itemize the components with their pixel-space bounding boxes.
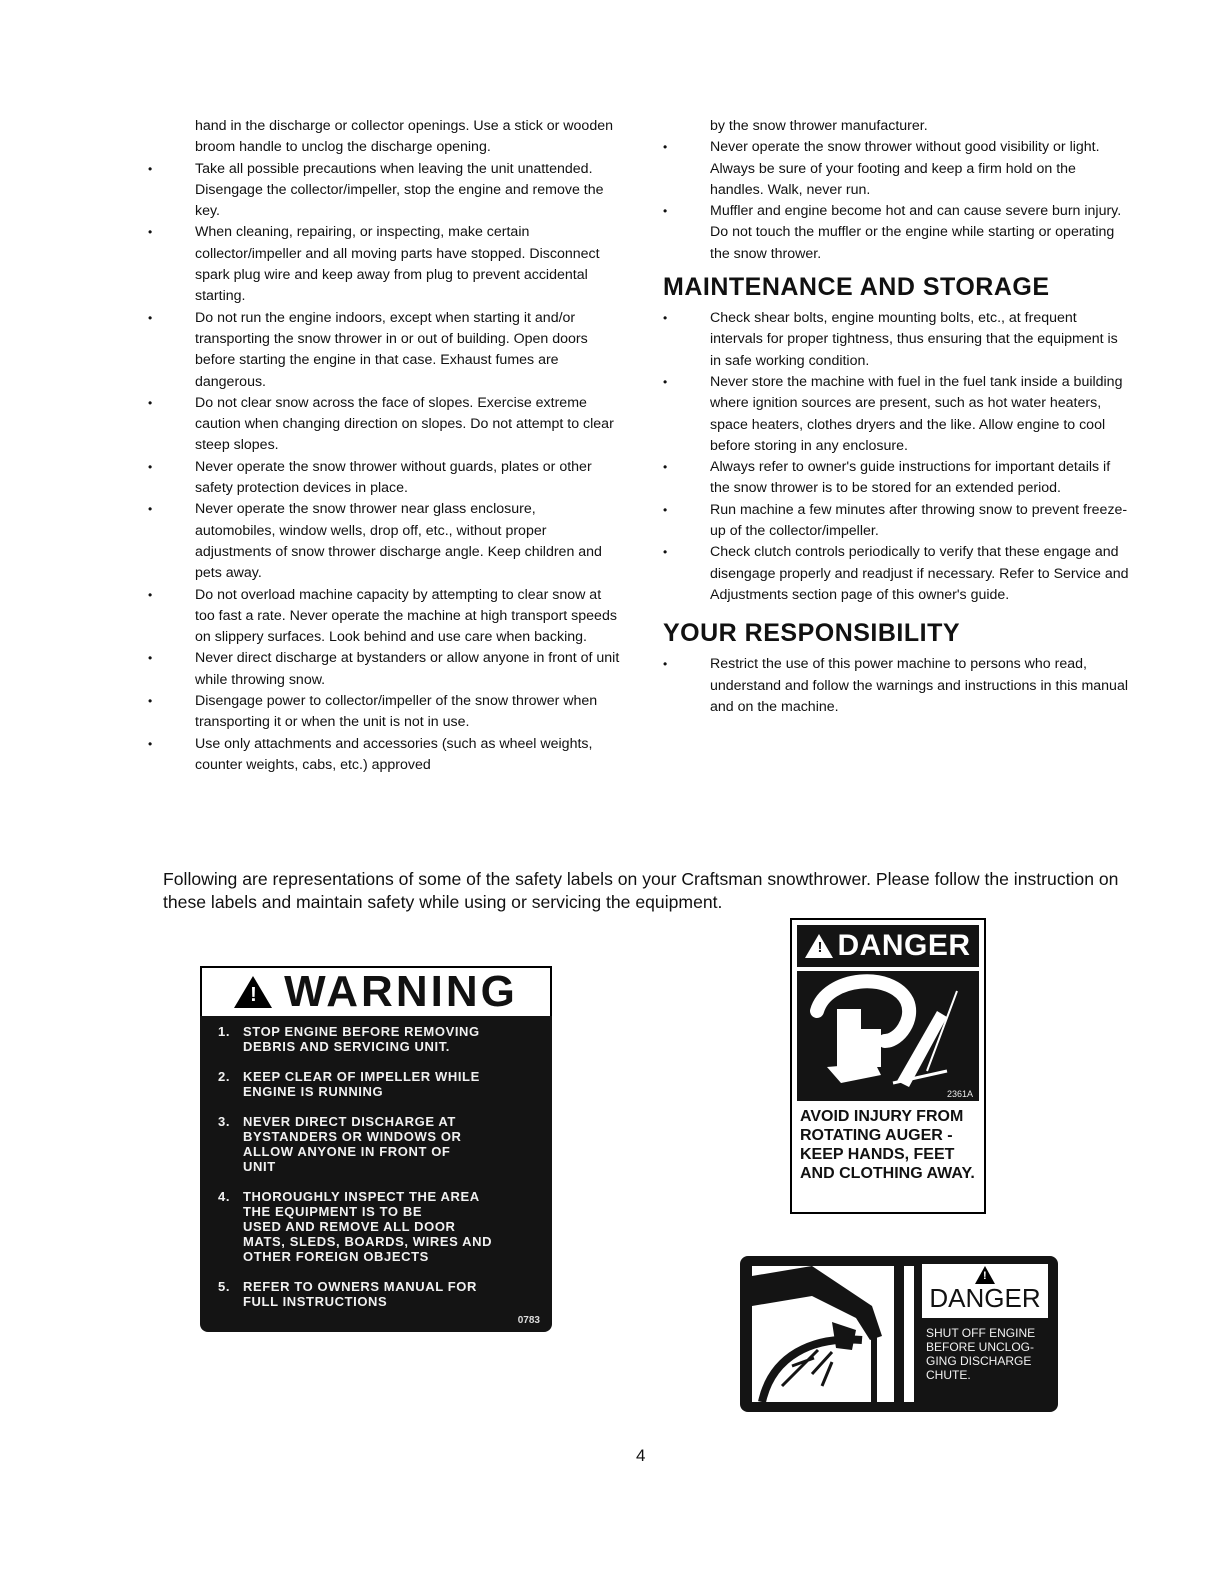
warning-item-text: REFER TO OWNERS MANUAL FOR FULL INSTRUCTIONS [243,1279,477,1309]
auger-hazard-icon [797,971,979,1101]
list-item: • Muffler and engine become hot and can cause severe burn injury. Do not touch the muffler or the engine while starting or operating the snow thrower. [655,201,1130,265]
list-item: • Disengage power to collector/impeller of the snow thrower when transporting it or when the unit is not in use. [140,691,620,734]
list-item: • Always refer to owner's guide instructions for important details if the snow thrower is to be stored for an extended period. [655,457,1130,500]
auger-hand-icon [797,971,973,1101]
warning-label [200,966,552,1332]
danger-text: SHUT OFF ENGINE BEFORE UNCLOG- GING DISCHARGE CHUTE. [926,1326,1036,1382]
safety-rules-list [140,116,620,776]
discharge-chute-hazard-icon [752,1266,894,1402]
list-item: • Do not overload machine capacity by attempting to clear snow at too fast a rate. Never operate the machine at high transport speeds on slippery surfaces. Look behind and use care when backing. [140,585,620,649]
list-item: • Check clutch controls periodically to verify that these engage and disengage properly and readjust if necessary. Refer to Service and Adjustments section page of this owner's guide. [655,542,1130,606]
warning-triangle-icon: ! [234,976,272,1008]
danger-title: DANGER [929,1283,1041,1313]
safety-labels-intro: Following are representations of some of the safety labels on your Craftsman snowthrower. Please follow the instruction on these labels and maintain safety while using or servicing the equipment. [163,868,1119,912]
warning-item-number: 1. [218,1024,231,1039]
warning-item-number: 5. [218,1279,231,1294]
warning-item-text: THOROUGHLY INSPECT THE AREA THE EQUIPMENT IS TO BE USED AND REMOVE ALL DOOR MATS, SLEDS, BOARDS, WIRES AND OTHER FOREIGN OBJECTS [243,1189,493,1264]
list-item: • Never store the machine with fuel in the fuel tank inside a building where ignition sources are present, such as hot water heaters, space heaters, clothes dryers and the like. Allow engine to cool before storing in any enclosure. [655,372,1130,457]
danger-text: AVOID INJURY FROM ROTATING AUGER - KEEP HANDS, FEET AND CLOTHING AWAY. [800,1108,975,1182]
maintenance-heading: MAINTENANCE AND STORAGE [663,273,1050,302]
warning-item [218,1114,542,1174]
responsibility-heading: YOUR RESPONSIBILITY [663,619,961,648]
warning-header [200,966,552,1016]
list-item: • Use only attachments and accessories (such as wheel weights, counter weights, cabs, etc.) approved [140,734,620,777]
warning-item-number: 4. [218,1189,231,1204]
danger-triangle-icon: ! [975,1266,995,1284]
page-number: 4 [636,1446,646,1465]
list-item: • Check shear bolts, engine mounting bolts, etc., at frequent intervals for proper tightness, thus ensuring that the equipment is in safe working condition. [655,308,1130,372]
list-item: • Restrict the use of this power machine to persons who read, understand and follow the warnings and instructions in this manual and on the machine. [655,654,1130,718]
divider-bar [904,1266,914,1402]
danger-label-auger [790,918,986,1214]
danger-header [922,1264,1048,1318]
list-item: • Never operate the snow thrower near glass enclosure, automobiles, window wells, drop off, etc., without proper adjustments of snow thrower discharge angle. Keep children and pets away. [140,499,620,584]
left-column [140,116,620,776]
warning-item-number: 2. [218,1069,231,1084]
danger-title: DANGER [837,929,971,962]
list-item: • When cleaning, repairing, or inspecting, make certain collector/impeller and all moving parts have stopped. Disconnect spark plug wire and keep away from plug to prevent accidental starting. [140,222,620,307]
list-item: by the snow thrower manufacturer. [710,118,928,134]
warning-item-text: STOP ENGINE BEFORE REMOVING DEBRIS AND SERVICING UNIT. [243,1024,480,1054]
safety-rules-continued-list [655,116,1130,265]
warning-item [218,1069,542,1099]
hand-in-chute-icon [752,1266,894,1402]
danger-header [797,925,979,967]
warning-item [218,1189,542,1264]
danger-code: 2361A [946,1089,973,1099]
warning-item [218,1279,542,1309]
warning-code: 0783 [517,1315,540,1326]
list-item: hand in the discharge or collector openings. Use a stick or wooden broom handle to unclog the discharge opening. [195,118,613,156]
warning-item-text: KEEP CLEAR OF IMPELLER WHILE ENGINE IS RUNNING [243,1069,480,1099]
maintenance-list [655,308,1130,606]
list-item: • Never direct discharge at bystanders or allow anyone in front of unit while throwing snow. [140,648,620,691]
danger-label-discharge [740,1256,1058,1412]
warning-body [200,1016,552,1332]
list-item: • Do not run the engine indoors, except when starting it and/or transporting the snow thrower in or out of building. Open doors before starting the engine in that case. Exhaust fumes are dangerous. [140,308,620,393]
list-item: • Never operate the snow thrower without guards, plates or other safety protection devices in place. [140,457,620,500]
list-item: • Do not clear snow across the face of slopes. Exercise extreme caution when changing direction on slopes. Do not attempt to clear steep slopes. [140,393,620,457]
list-item: • Never operate the snow thrower without good visibility or light. Always be sure of your footing and keep a firm hold on the handles. Walk, never run. [655,137,1130,201]
warning-item-text: NEVER DIRECT DISCHARGE AT BYSTANDERS OR WINDOWS OR ALLOW ANYONE IN FRONT OF UNIT [243,1114,462,1174]
right-column [655,116,1130,718]
warning-items [218,1024,542,1309]
warning-item [218,1024,542,1054]
list-item: • Take all possible precautions when leaving the unit unattended. Disengage the collector/impeller, stop the engine and remove the key. [140,159,620,223]
warning-title: WARNING [284,967,518,1016]
warning-item-number: 3. [218,1114,231,1129]
responsibility-list [655,654,1130,718]
list-item: • Run machine a few minutes after throwing snow to prevent freeze-up of the collector/impeller. [655,500,1130,543]
danger-triangle-icon: ! [805,934,833,958]
